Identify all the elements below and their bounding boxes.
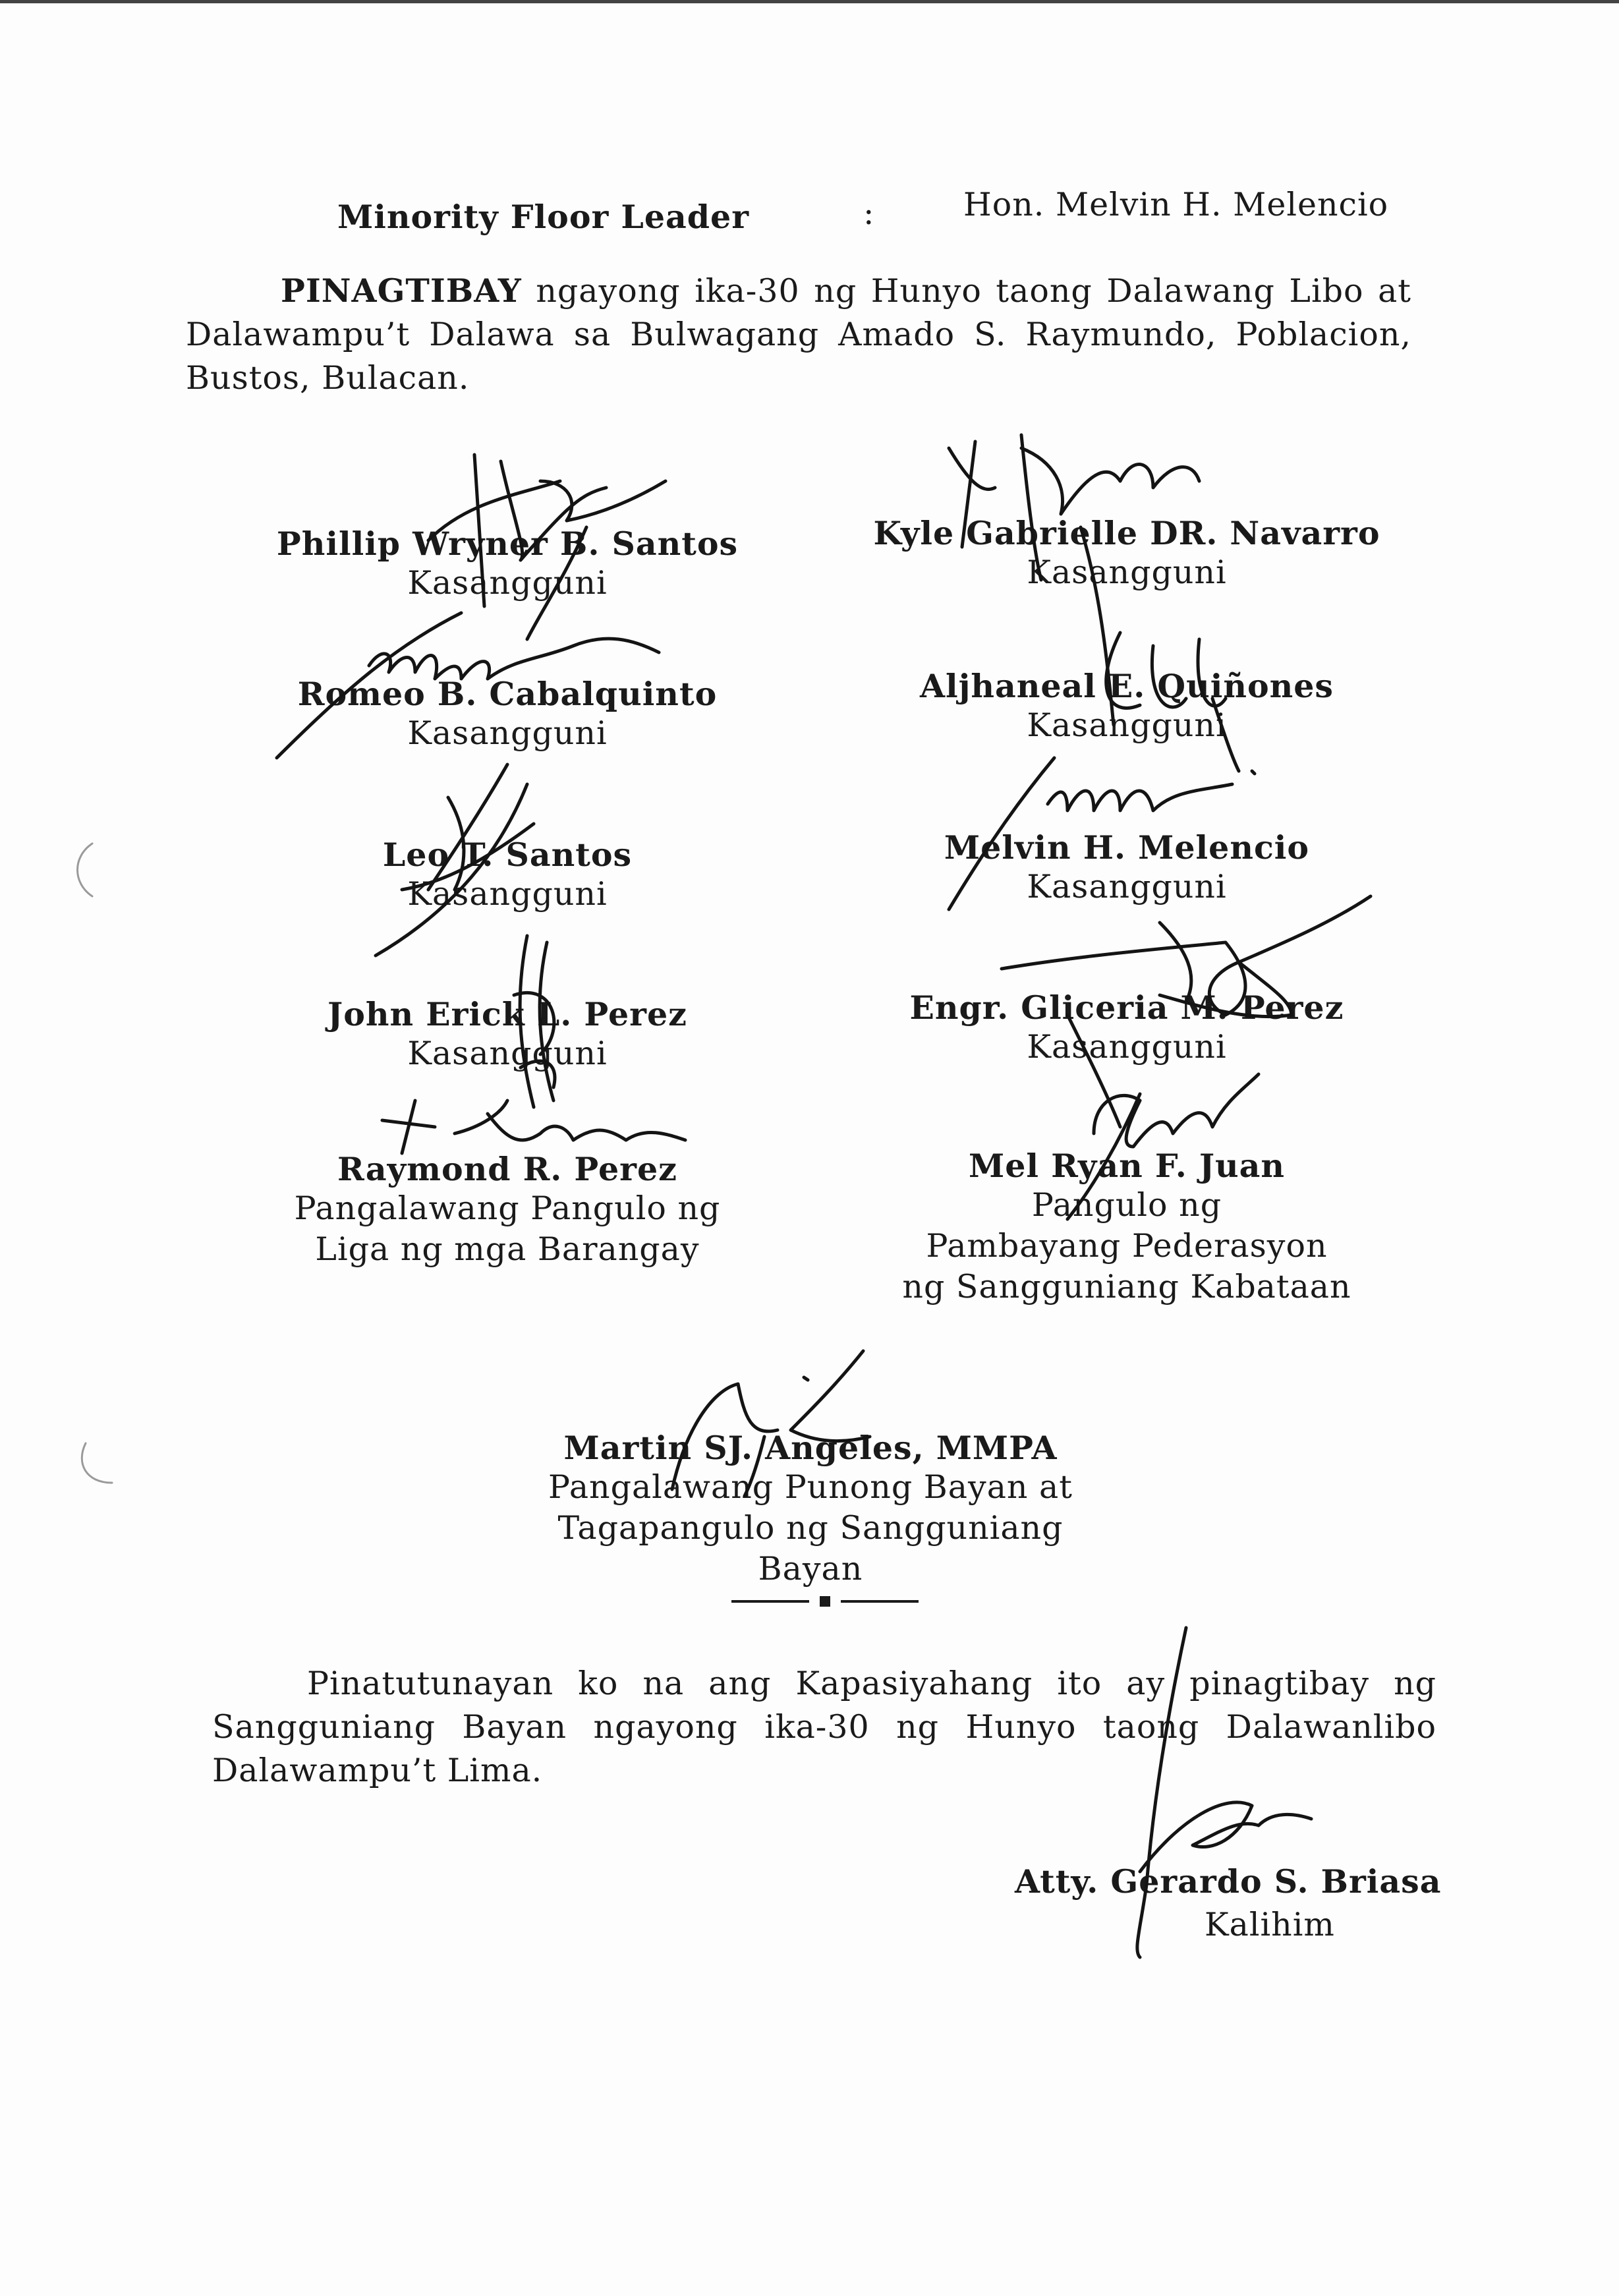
signatory-name: Aljhaneal E. Quiñones	[919, 667, 1334, 705]
signatory-role-line-2: Tagapangulo ng Sangguniang Bayan	[557, 1509, 1064, 1588]
signatory-role: Kasangguni	[407, 564, 608, 602]
signatory-name: Martin SJ. Angeles, MMPA	[563, 1429, 1058, 1467]
secretary-role: Kalihim	[1205, 1906, 1335, 1943]
signatory-name: Leo T. Santos	[382, 836, 633, 874]
signatory-name: Melvin H. Melencio	[944, 828, 1310, 867]
signatory-role-line-2: Pambayang Pederasyon	[926, 1227, 1328, 1265]
header-separator: :	[863, 194, 875, 232]
approval-text: ngayong ika-30 ng Hunyo taong Dalawang Libo at Dalawampu’t Dalawa sa Bulwagang Amado S. Raymundo, Poblacion, Bustos, Bulacan.	[186, 272, 1411, 397]
signatory-name: Phillip Wryner B. Santos	[276, 525, 739, 563]
signatory-role: Kasangguni	[1027, 554, 1227, 591]
signatory-role: Kasangguni	[1027, 868, 1227, 905]
signatory-gliceria-perez	[857, 989, 1397, 1068]
signatory-melvin-melencio	[857, 828, 1397, 907]
secretary-name: Atty. Gerardo S. Briasa	[1015, 1862, 1442, 1901]
signatory-role-line-1: Pangulo ng	[1031, 1186, 1222, 1224]
certification-paragraph: Pinatutunayan ko na ang Kapasiyahang ito ay pinagtibay ng Sangguniang Bayan ngayong ika-30 ng Hunyo taong Dalawanlibo Dalawampu’t Lima.	[212, 1665, 1436, 1789]
signatory-role: Kasangguni	[1027, 1028, 1227, 1066]
signatory-role-line-1: Pangalawang Pangulo ng	[294, 1190, 721, 1227]
signatory-name: Kyle Gabrielle DR. Navarro	[873, 514, 1380, 552]
signatory-martin-angeles	[514, 1429, 1107, 1590]
approval-paragraph	[186, 269, 1411, 400]
minority-floor-leader-name: Hon. Melvin H. Melencio	[963, 186, 1389, 223]
signatory-name: John Erick L. Perez	[327, 995, 687, 1033]
scan-edge-line	[0, 0, 1619, 3]
signatory-role: Kasangguni	[407, 714, 608, 752]
signatory-mel-ryan-juan	[857, 1147, 1397, 1307]
scan-hole-mark-2	[72, 1437, 125, 1489]
signatory-name: Engr. Gliceria M. Perez	[909, 989, 1344, 1027]
minority-floor-leader-label: Minority Floor Leader	[337, 198, 750, 236]
signatory-phillip-santos	[237, 525, 778, 604]
signatory-name: Raymond R. Perez	[337, 1150, 677, 1188]
signatory-john-erick-perez	[237, 995, 778, 1074]
signatory-aljhaneal-quinones	[857, 667, 1397, 746]
signatory-leo-santos	[237, 836, 778, 915]
ornament-divider	[731, 1593, 923, 1609]
signatory-role: Kasangguni	[1027, 706, 1227, 744]
signatory-name: Romeo B. Cabalquinto	[297, 675, 718, 713]
signatory-kyle-navarro	[857, 514, 1397, 593]
scan-hole-mark-1	[66, 837, 105, 903]
signatory-role-line-1: Pangalawang Punong Bayan at	[548, 1468, 1073, 1506]
signatory-romeo-cabalquinto	[237, 675, 778, 754]
signatory-raymond-perez	[237, 1150, 778, 1270]
signatory-role-line-3: ng Sangguniang Kabataan	[902, 1268, 1351, 1306]
signatory-role: Kasangguni	[407, 875, 608, 913]
signatory-role: Kasangguni	[407, 1035, 608, 1072]
signatory-name: Mel Ryan F. Juan	[968, 1147, 1286, 1185]
approval-lead: PINAGTIBAY	[281, 272, 522, 310]
signatory-role-line-2: Liga ng mga Barangay	[315, 1230, 700, 1268]
